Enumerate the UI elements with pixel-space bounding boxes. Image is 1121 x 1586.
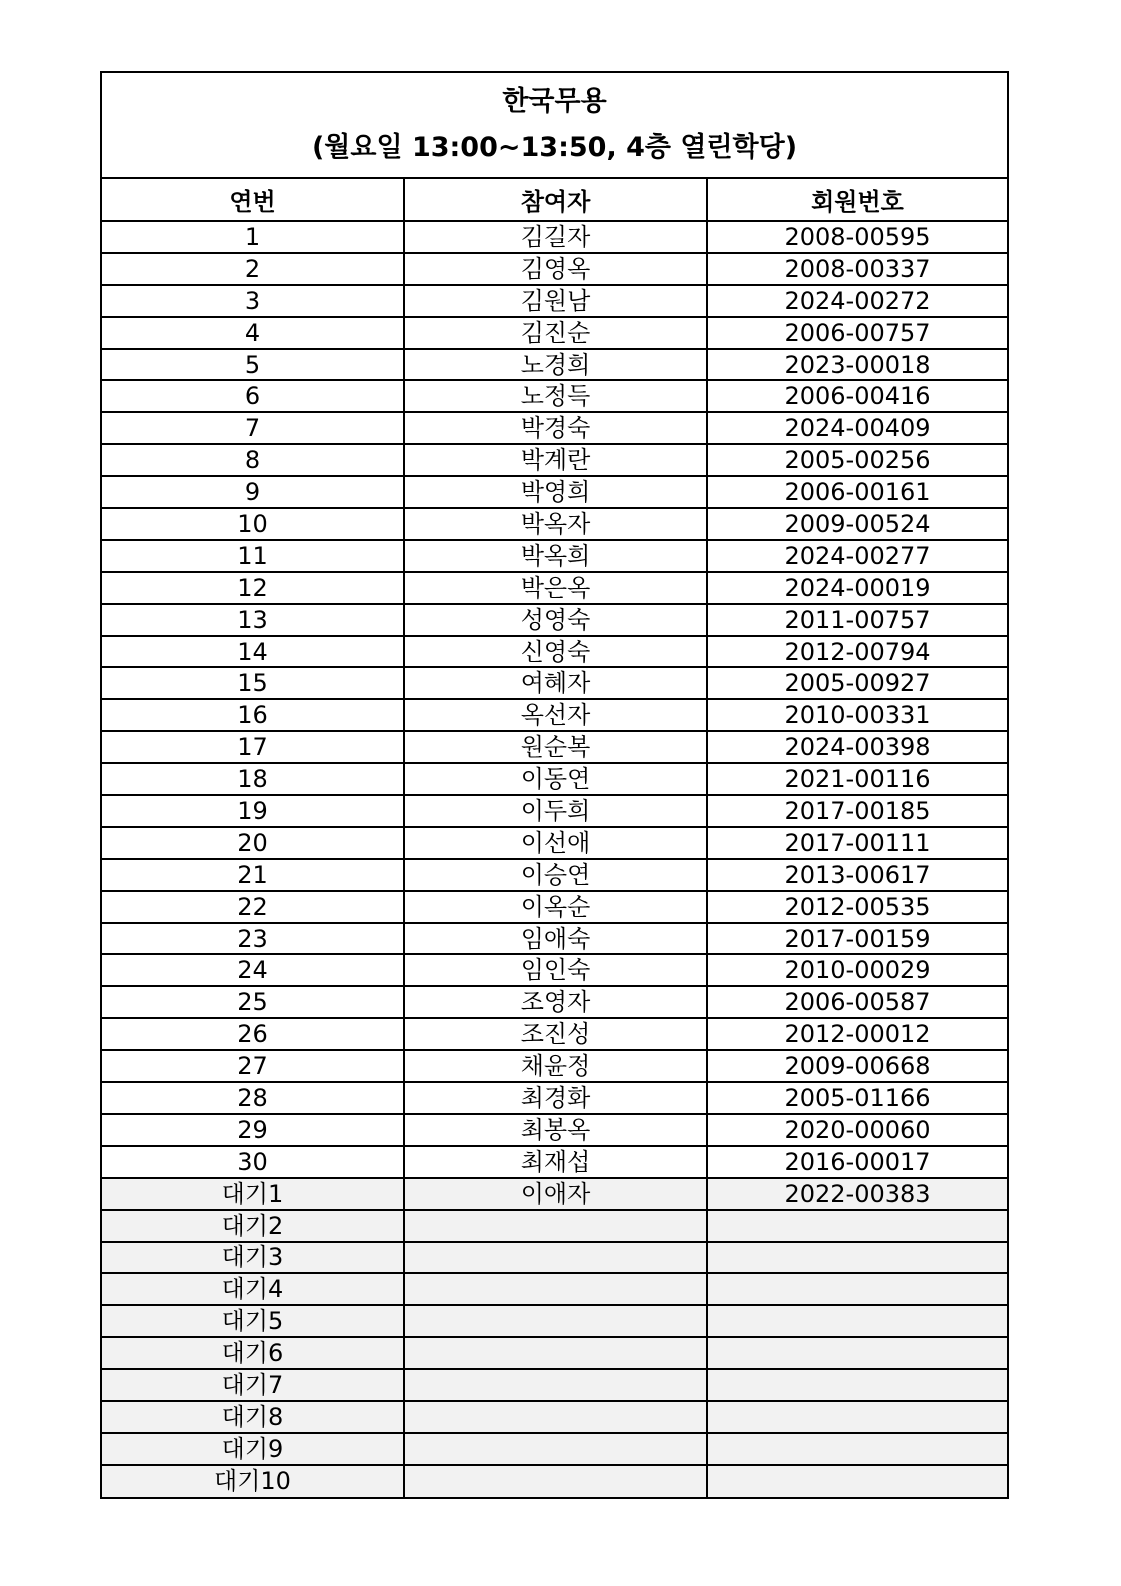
participant-name: [404, 1210, 707, 1242]
member-id: 2021-00116: [707, 763, 1007, 795]
row-number: 10: [102, 508, 404, 540]
participant-name: [404, 1401, 707, 1433]
member-id: 2017-00185: [707, 795, 1007, 827]
waitlist-row: [102, 1273, 1007, 1305]
member-id: 2024-00277: [707, 540, 1007, 572]
waitlist-row: [102, 1337, 1007, 1369]
row-number: 11: [102, 540, 404, 572]
waitlist-row: [102, 1433, 1007, 1465]
row-number: 4: [102, 317, 404, 349]
member-id: 2008-00595: [707, 221, 1007, 253]
participant-name: 박영희: [404, 476, 707, 508]
column-header-number: 연번: [102, 179, 404, 221]
table-row: [102, 763, 1007, 795]
participant-name: [404, 1465, 707, 1497]
row-number: 14: [102, 636, 404, 668]
waitlist-row: [102, 1401, 1007, 1433]
row-number: 대기1: [102, 1178, 404, 1210]
table-row: [102, 1146, 1007, 1178]
participant-name: 원순복: [404, 731, 707, 763]
participant-name: 이승연: [404, 859, 707, 891]
participant-name: 최경화: [404, 1082, 707, 1114]
participant-name: 김영옥: [404, 253, 707, 285]
member-id: 2006-00161: [707, 476, 1007, 508]
member-id: 2013-00617: [707, 859, 1007, 891]
table-row: [102, 285, 1007, 317]
member-id: 2012-00535: [707, 891, 1007, 923]
row-number: 29: [102, 1114, 404, 1146]
table-row: [102, 412, 1007, 444]
table-row: [102, 891, 1007, 923]
row-number: 대기9: [102, 1433, 404, 1465]
member-id: [707, 1433, 1007, 1465]
participant-name: [404, 1305, 707, 1337]
participant-name: 여혜자: [404, 667, 707, 699]
row-number: 19: [102, 795, 404, 827]
table-row: [102, 986, 1007, 1018]
participant-name: 박은옥: [404, 572, 707, 604]
member-id: [707, 1242, 1007, 1274]
row-number: 대기5: [102, 1305, 404, 1337]
member-id: 2024-00019: [707, 572, 1007, 604]
participant-name: 노경희: [404, 349, 707, 381]
participant-name: [404, 1337, 707, 1369]
roster-sheet: [100, 71, 1009, 1499]
member-id: [707, 1305, 1007, 1337]
table-row: [102, 604, 1007, 636]
member-id: 2005-00256: [707, 444, 1007, 476]
participant-name: 노정득: [404, 380, 707, 412]
member-id: [707, 1337, 1007, 1369]
member-id: 2024-00272: [707, 285, 1007, 317]
member-id: 2011-00757: [707, 604, 1007, 636]
participant-name: 이선애: [404, 827, 707, 859]
row-number: 대기2: [102, 1210, 404, 1242]
member-id: 2009-00668: [707, 1050, 1007, 1082]
member-id: 2010-00029: [707, 954, 1007, 986]
member-id: 2006-00416: [707, 380, 1007, 412]
table-row: [102, 1082, 1007, 1114]
participant-name: [404, 1433, 707, 1465]
table-row: [102, 444, 1007, 476]
participant-name: 박옥자: [404, 508, 707, 540]
participant-name: 신영숙: [404, 636, 707, 668]
member-id: 2020-00060: [707, 1114, 1007, 1146]
participant-name: 이옥순: [404, 891, 707, 923]
participant-name: 이동연: [404, 763, 707, 795]
participant-name: 최봉옥: [404, 1114, 707, 1146]
row-number: 28: [102, 1082, 404, 1114]
participant-name: 이두희: [404, 795, 707, 827]
member-id: 2012-00794: [707, 636, 1007, 668]
row-number: 25: [102, 986, 404, 1018]
member-id: 2017-00159: [707, 923, 1007, 955]
member-id: 2005-00927: [707, 667, 1007, 699]
waitlist-row: [102, 1178, 1007, 1210]
row-number: 30: [102, 1146, 404, 1178]
row-number: 21: [102, 859, 404, 891]
title-block: [102, 73, 1007, 179]
row-number: 1: [102, 221, 404, 253]
row-number: 대기6: [102, 1337, 404, 1369]
participant-name: 김진순: [404, 317, 707, 349]
row-number: 24: [102, 954, 404, 986]
participant-name: 김원남: [404, 285, 707, 317]
document-subtitle: (월요일 13:00~13:50, 4층 열린학당): [311, 132, 798, 163]
document-title: 한국무용: [502, 86, 607, 117]
participant-name: 조영자: [404, 986, 707, 1018]
column-header-participant: 참여자: [404, 179, 707, 221]
row-number: 26: [102, 1018, 404, 1050]
table-row: [102, 317, 1007, 349]
row-number: 8: [102, 444, 404, 476]
member-id: [707, 1369, 1007, 1401]
table-row: [102, 221, 1007, 253]
participant-name: 이애자: [404, 1178, 707, 1210]
table-row: [102, 540, 1007, 572]
table-row: [102, 699, 1007, 731]
participant-name: 박옥희: [404, 540, 707, 572]
row-number: 9: [102, 476, 404, 508]
table-row: [102, 380, 1007, 412]
member-id: 2017-00111: [707, 827, 1007, 859]
participant-name: 임인숙: [404, 954, 707, 986]
waitlist-row: [102, 1465, 1007, 1497]
row-number: 대기7: [102, 1369, 404, 1401]
row-number: 17: [102, 731, 404, 763]
row-number: 13: [102, 604, 404, 636]
table-row: [102, 1050, 1007, 1082]
participant-name: 김길자: [404, 221, 707, 253]
row-number: 6: [102, 380, 404, 412]
member-id: 2010-00331: [707, 699, 1007, 731]
participant-name: [404, 1242, 707, 1274]
member-id: 2005-01166: [707, 1082, 1007, 1114]
participant-name: 옥선자: [404, 699, 707, 731]
member-id: 2009-00524: [707, 508, 1007, 540]
member-id: 2022-00383: [707, 1178, 1007, 1210]
waitlist-row: [102, 1210, 1007, 1242]
participant-name: 조진성: [404, 1018, 707, 1050]
row-number: 22: [102, 891, 404, 923]
table-row: [102, 636, 1007, 668]
row-number: 2: [102, 253, 404, 285]
table-row: [102, 1018, 1007, 1050]
row-number: 대기4: [102, 1273, 404, 1305]
participant-name: 성영숙: [404, 604, 707, 636]
member-id: 2023-00018: [707, 349, 1007, 381]
member-id: 2006-00757: [707, 317, 1007, 349]
row-number: 18: [102, 763, 404, 795]
row-number: 대기10: [102, 1465, 404, 1497]
table-row: [102, 731, 1007, 763]
table-row: [102, 476, 1007, 508]
row-number: 15: [102, 667, 404, 699]
waitlist-row: [102, 1305, 1007, 1337]
member-id: 2024-00398: [707, 731, 1007, 763]
waitlist-row: [102, 1242, 1007, 1274]
member-id: [707, 1273, 1007, 1305]
participant-name: 박경숙: [404, 412, 707, 444]
table-row: [102, 572, 1007, 604]
table-row: [102, 827, 1007, 859]
member-id: 2008-00337: [707, 253, 1007, 285]
participant-name: [404, 1273, 707, 1305]
table-row: [102, 859, 1007, 891]
row-number: 23: [102, 923, 404, 955]
roster-body: [102, 221, 1007, 1497]
member-id: 2016-00017: [707, 1146, 1007, 1178]
row-number: 3: [102, 285, 404, 317]
row-number: 대기8: [102, 1401, 404, 1433]
member-id: [707, 1465, 1007, 1497]
table-row: [102, 349, 1007, 381]
row-number: 대기3: [102, 1242, 404, 1274]
table-row: [102, 667, 1007, 699]
header-row: [102, 179, 1007, 221]
roster-table: [102, 179, 1007, 1497]
row-number: 27: [102, 1050, 404, 1082]
row-number: 12: [102, 572, 404, 604]
table-row: [102, 795, 1007, 827]
column-header-member-id: 회원번호: [707, 179, 1007, 221]
table-row: [102, 1114, 1007, 1146]
participant-name: 최재섭: [404, 1146, 707, 1178]
table-row: [102, 923, 1007, 955]
participant-name: 채윤정: [404, 1050, 707, 1082]
member-id: 2006-00587: [707, 986, 1007, 1018]
participant-name: 박계란: [404, 444, 707, 476]
participant-name: 임애숙: [404, 923, 707, 955]
row-number: 16: [102, 699, 404, 731]
row-number: 5: [102, 349, 404, 381]
member-id: 2012-00012: [707, 1018, 1007, 1050]
member-id: [707, 1401, 1007, 1433]
table-row: [102, 253, 1007, 285]
member-id: 2024-00409: [707, 412, 1007, 444]
row-number: 7: [102, 412, 404, 444]
table-row: [102, 508, 1007, 540]
row-number: 20: [102, 827, 404, 859]
waitlist-row: [102, 1369, 1007, 1401]
member-id: [707, 1210, 1007, 1242]
participant-name: [404, 1369, 707, 1401]
table-row: [102, 954, 1007, 986]
